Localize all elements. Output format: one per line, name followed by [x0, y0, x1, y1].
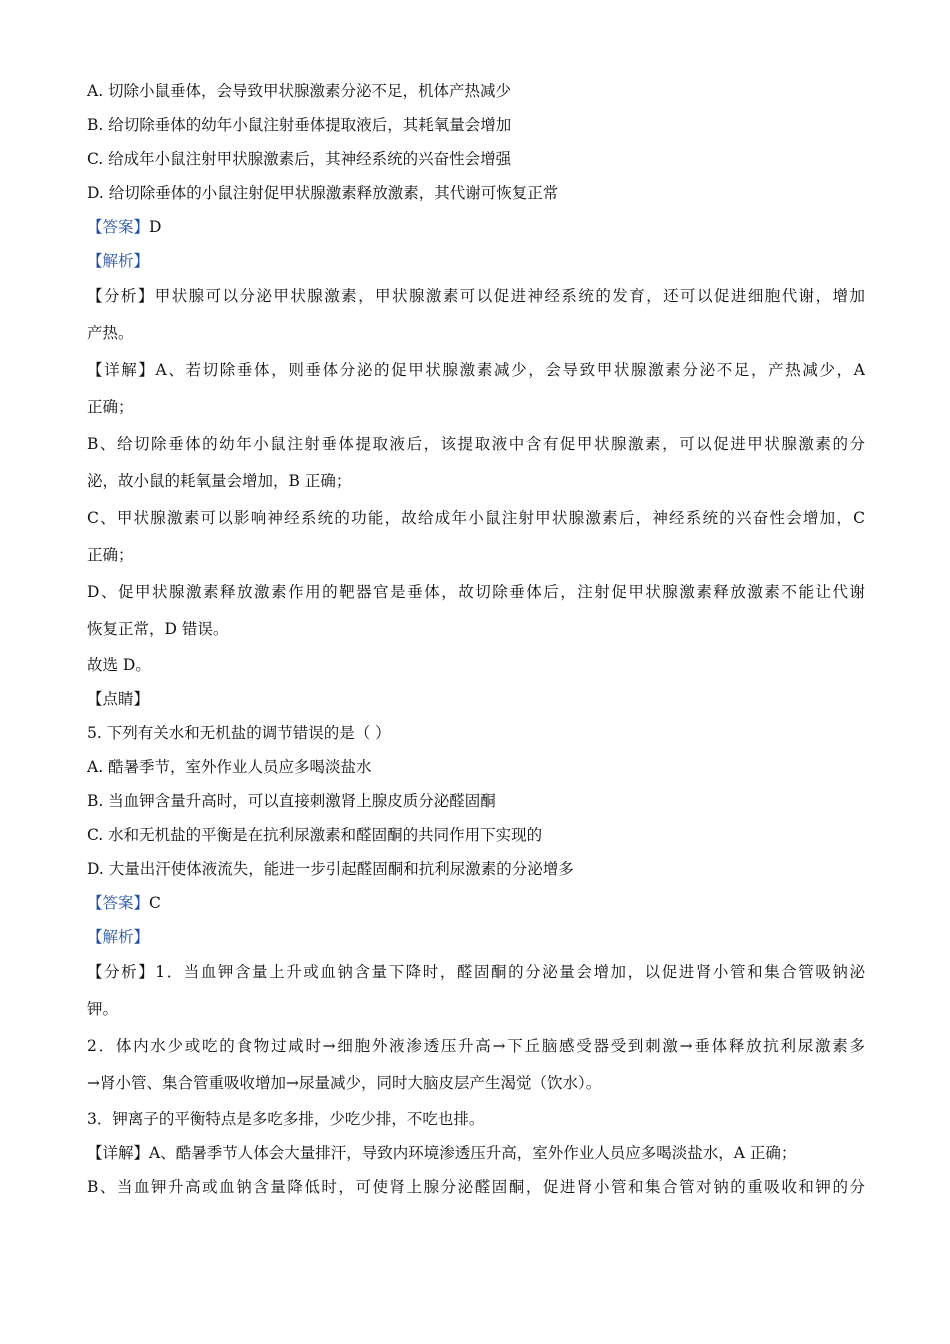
xiangjie-tag: 【详解】 — [87, 1144, 150, 1162]
xiangjie-a-text: A、若切除垂体，则垂体分泌的促甲状腺激素减少，会导致甲状腺激素分泌不足，产热减少，A — [155, 361, 865, 379]
q5-xiangjie-a — [87, 1136, 865, 1170]
xiangjie-a-text: A、酷暑季节人体会大量排汗，导致内环境渗透压升高，室外作业人员应多喝淡盐水，A 正确； — [149, 1144, 797, 1162]
dianjing-tag: 【点睛】 — [87, 690, 150, 708]
q5-option-d: D. 大量出汗使体液流失，能进一步引起醛固酮和抗利尿激素的分泌增多 — [87, 860, 574, 878]
q4-xiangjie-c-line-2: 正确； — [87, 546, 134, 564]
q5-fenxi-1-line-1 — [87, 954, 865, 991]
q5-option-a: A. 酷暑季节，室外作业人员应多喝淡盐水 — [87, 758, 372, 776]
q4-fenxi-line-2: 产热。 — [87, 324, 134, 342]
fenxi-1-text: 1．当血钾含量上升或血钠含量下降时，醛固酮的分泌量会增加，以促进肾小管和集合管吸钠泌 — [155, 963, 865, 981]
q4-xiangjie-a-line-1 — [87, 352, 865, 389]
fenxi-tag: 【分析】 — [87, 287, 155, 305]
document-content — [87, 74, 865, 1204]
q5-fenxi-3: 3．钾离子的平衡特点是多吃多排，少吃少排，不吃也排。 — [87, 1110, 485, 1128]
fenxi-tag: 【分析】 — [87, 963, 156, 981]
q5-option-b: B. 当血钾含量升高时，可以直接刺激肾上腺皮质分泌醛固酮 — [87, 792, 496, 810]
fenxi-text: 甲状腺可以分泌甲状腺激素，甲状腺激素可以促进神经系统的发育，还可以促进细胞代谢，增加 — [154, 287, 865, 305]
q4-xiangjie-b-line-1: B、给切除垂体的幼年小鼠注射垂体提取液后，该提取液中含有促甲状腺激素，可以促进甲状腺激素的分 — [87, 435, 865, 453]
q4-dianjing — [87, 682, 865, 716]
q4-option-c: C. 给成年小鼠注射甲状腺激素后，其神经系统的兴奋性会增强 — [87, 150, 512, 168]
answer-value: D — [149, 218, 162, 236]
q4-xiangjie-d-line-1: D、促甲状腺激素释放激素作用的靶器官是垂体，故切除垂体后，注射促甲状腺激素释放激素不能让代谢 — [87, 583, 865, 601]
q5-fenxi-1-line-2: 钾。 — [87, 1000, 119, 1018]
q4-option-d: D. 给切除垂体的小鼠注射促甲状腺激素释放激素，其代谢可恢复正常 — [87, 184, 559, 202]
q4-fenxi-line-1 — [87, 278, 865, 315]
q4-xiangjie-d-line-2: 恢复正常，D 错误。 — [87, 620, 229, 638]
q5-analysis-heading — [87, 920, 865, 954]
analysis-tag: 【解析】 — [87, 928, 150, 946]
q4-xiangjie-c-line-1: C、甲状腺激素可以影响神经系统的功能，故给成年小鼠注射甲状腺激素后，神经系统的兴奋性会增加，C — [87, 509, 865, 527]
q4-analysis-heading — [87, 244, 865, 278]
answer-tag: 【答案】 — [87, 218, 150, 236]
q5-stem: 5. 下列有关水和无机盐的调节错误的是（ ） — [87, 724, 391, 742]
q5-xiangjie-b-line-1: B、当血钾升高或血钠含量降低时，可使肾上腺分泌醛固酮，促进肾小管和集合管对钠的重吸收和钾的分 — [87, 1178, 865, 1196]
q5-fenxi-2-line-1: 2．体内水少或吃的食物过咸时→细胞外液渗透压升高→下丘脑感受器受到刺激→垂体释放抗利尿激素多 — [87, 1037, 865, 1055]
q5-fenxi-2-line-2: →肾小管、集合管重吸收增加→尿量减少，同时大脑皮层产生渴觉（饮水）。 — [87, 1074, 602, 1092]
q4-option-b: B. 给切除垂体的幼年小鼠注射垂体提取液后，其耗氧量会增加 — [87, 116, 512, 134]
answer-value: C — [149, 894, 161, 912]
q4-answer — [87, 210, 865, 244]
xiangjie-tag: 【详解】 — [87, 361, 156, 379]
q4-xiangjie-a-line-2: 正确； — [87, 398, 134, 416]
analysis-tag: 【解析】 — [87, 252, 150, 270]
q4-xiangjie-b-line-2: 泌，故小鼠的耗氧量会增加，B 正确； — [87, 472, 352, 490]
q5-option-c: C. 水和无机盐的平衡是在抗利尿激素和醛固酮的共同作用下实现的 — [87, 826, 543, 844]
q4-option-a: A. 切除小鼠垂体，会导致甲状腺激素分泌不足，机体产热减少 — [87, 82, 512, 100]
q4-conclusion: 故选 D。 — [87, 656, 151, 674]
answer-tag: 【答案】 — [87, 894, 150, 912]
q5-answer — [87, 886, 865, 920]
